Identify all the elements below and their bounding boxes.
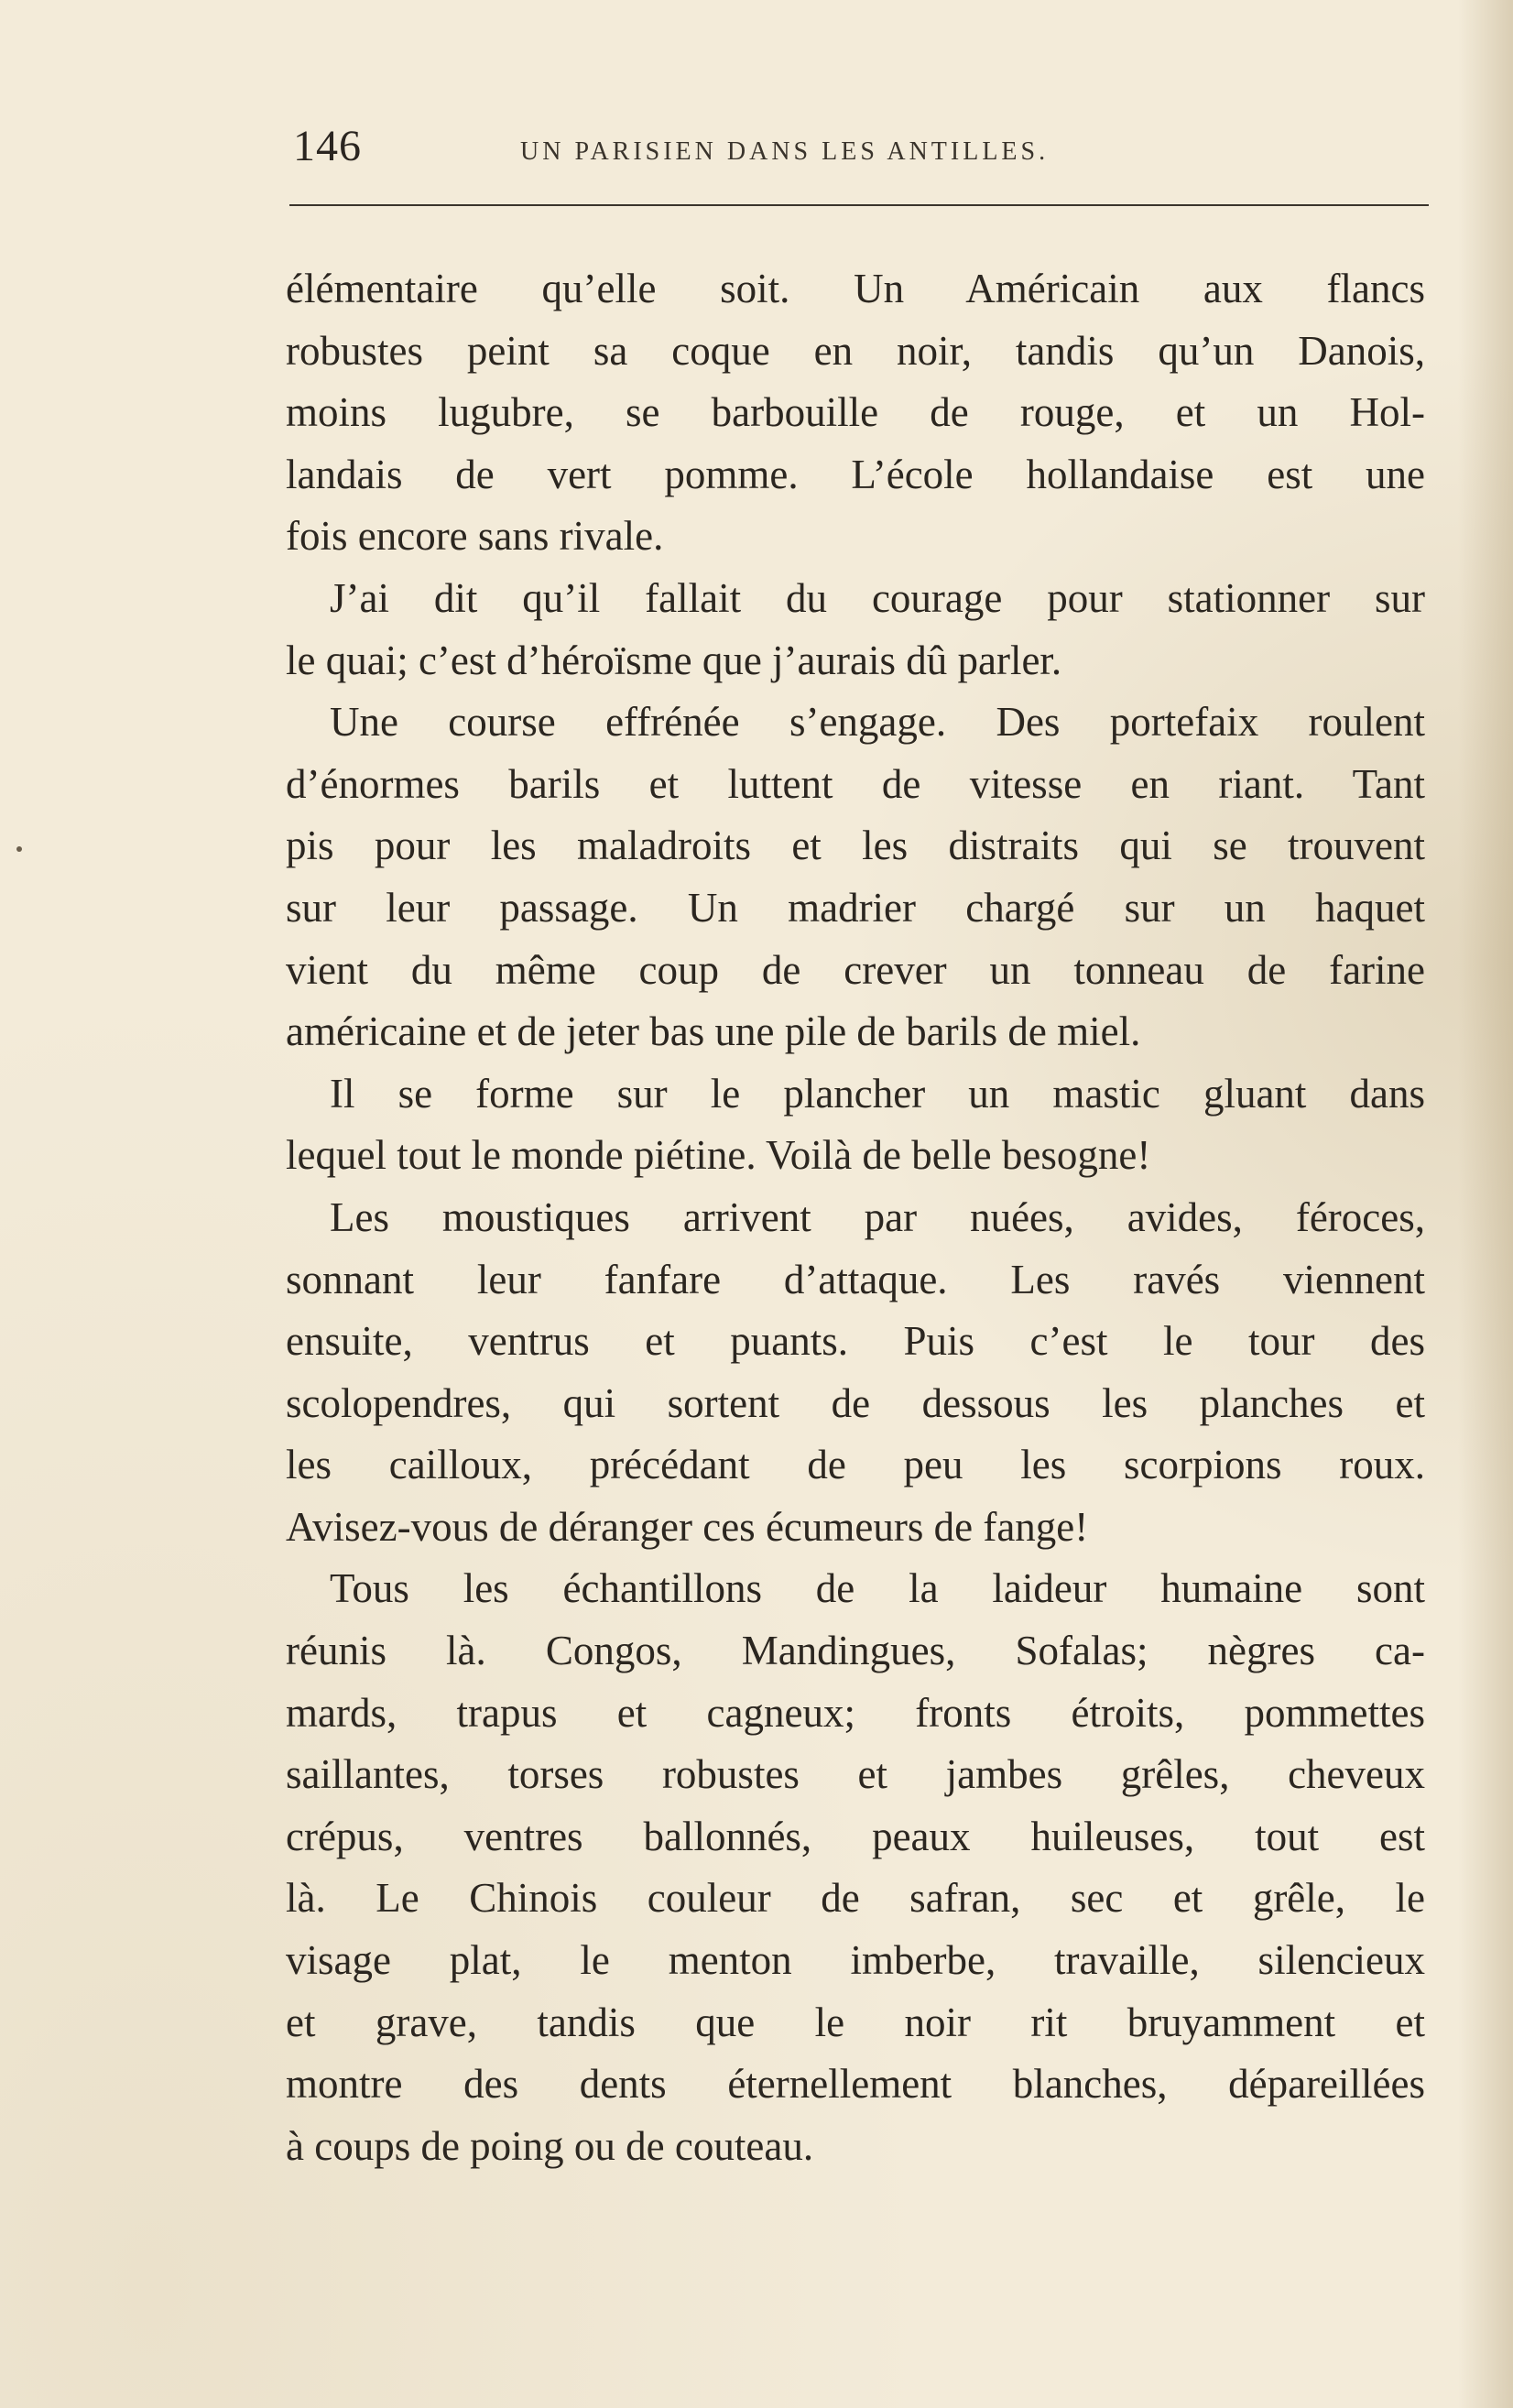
text-line: lequel tout le monde piétine. Voilà de belle besogne!	[286, 1132, 1151, 1179]
text-line: saillantes, torses robustes et jambes grêles, cheveux	[286, 1751, 1425, 1798]
text-line: ensuite, ventrus et puants. Puis c’est le tour des	[286, 1318, 1425, 1365]
text-line: les cailloux, précédant de peu les scorpions roux.	[286, 1442, 1425, 1488]
text-line: réunis là. Congos, Mandingues, Sofalas; nègres ca-	[286, 1628, 1425, 1674]
text-line: robustes peint sa coque en noir, tandis qu’un Danois,	[286, 327, 1425, 374]
text-line: américaine et de jeter bas une pile de barils de miel.	[286, 1008, 1141, 1055]
text-line: pis pour les maladroits et les distraits qui se trouvent	[286, 823, 1425, 869]
text-line: Les moustiques arrivent par nuées, avides, féroces,	[330, 1193, 1425, 1240]
paragraph	[286, 692, 1425, 1063]
text-line: Tous les échantillons de la laideur humaine sont	[330, 1565, 1425, 1612]
text-line: visage plat, le menton imberbe, travaille, silencieux	[286, 1937, 1425, 1984]
text-line: landais de vert pomme. L’école hollandaise est une	[286, 451, 1425, 497]
text-line: Avisez-vous de déranger ces écumeurs de fange!	[286, 1503, 1089, 1550]
text-line: crépus, ventres ballonnés, peaux huileuses, tout est	[286, 1813, 1425, 1859]
text-line: sonnant leur fanfare d’attaque. Les ravés viennent	[286, 1256, 1425, 1302]
text-line: Une course effrénée s’engage. Des portefaix roulent	[330, 699, 1425, 746]
running-title: UN PARISIEN DANS LES ANTILLES.	[520, 137, 1050, 166]
text-line: scolopendres, qui sortent de dessous les planches et	[286, 1379, 1425, 1426]
text-line: J’ai dit qu’il fallait du courage pour stationner sur	[330, 574, 1425, 621]
text-line: moins lugubre, se barbouille de rouge, et un Hol-	[286, 389, 1425, 436]
text-line: sur leur passage. Un madrier chargé sur un haquet	[286, 884, 1425, 931]
text-line: vient du même coup de crever un tonneau de farine	[286, 946, 1425, 993]
paragraph	[286, 568, 1425, 692]
text-line: fois encore sans rivale.	[286, 513, 664, 560]
paragraph	[286, 1558, 1425, 2177]
text-line: mards, trapus et cagneux; fronts étroits, pommettes	[286, 1689, 1425, 1736]
text-line: montre des dents éternellement blanches, dépareillées	[286, 2061, 1425, 2108]
text-line: là. Le Chinois couleur de safran, sec et grêle, le	[286, 1875, 1425, 1922]
text-line: d’énormes barils et luttent de vitesse en riant. Tant	[286, 760, 1425, 807]
paragraph	[286, 258, 1425, 568]
text-line: à coups de poing ou de couteau.	[286, 2122, 814, 2169]
page-header	[293, 121, 1429, 176]
text-line: et grave, tandis que le noir rit bruyamment et	[286, 1999, 1425, 2045]
page-number: 146	[293, 122, 362, 170]
body-text	[286, 258, 1425, 2177]
ink-speck	[16, 846, 22, 852]
page-gutter-shadow	[1458, 0, 1513, 2408]
paragraph	[286, 1063, 1425, 1187]
paragraph	[286, 1187, 1425, 1559]
text-line: élémentaire qu’elle soit. Un Américain aux flancs	[286, 266, 1425, 311]
header-rule	[289, 204, 1429, 206]
text-line: le quai; c’est d’héroïsme que j’aurais dû parler.	[286, 637, 1062, 683]
text-line: Il se forme sur le plancher un mastic gluant dans	[330, 1070, 1425, 1117]
